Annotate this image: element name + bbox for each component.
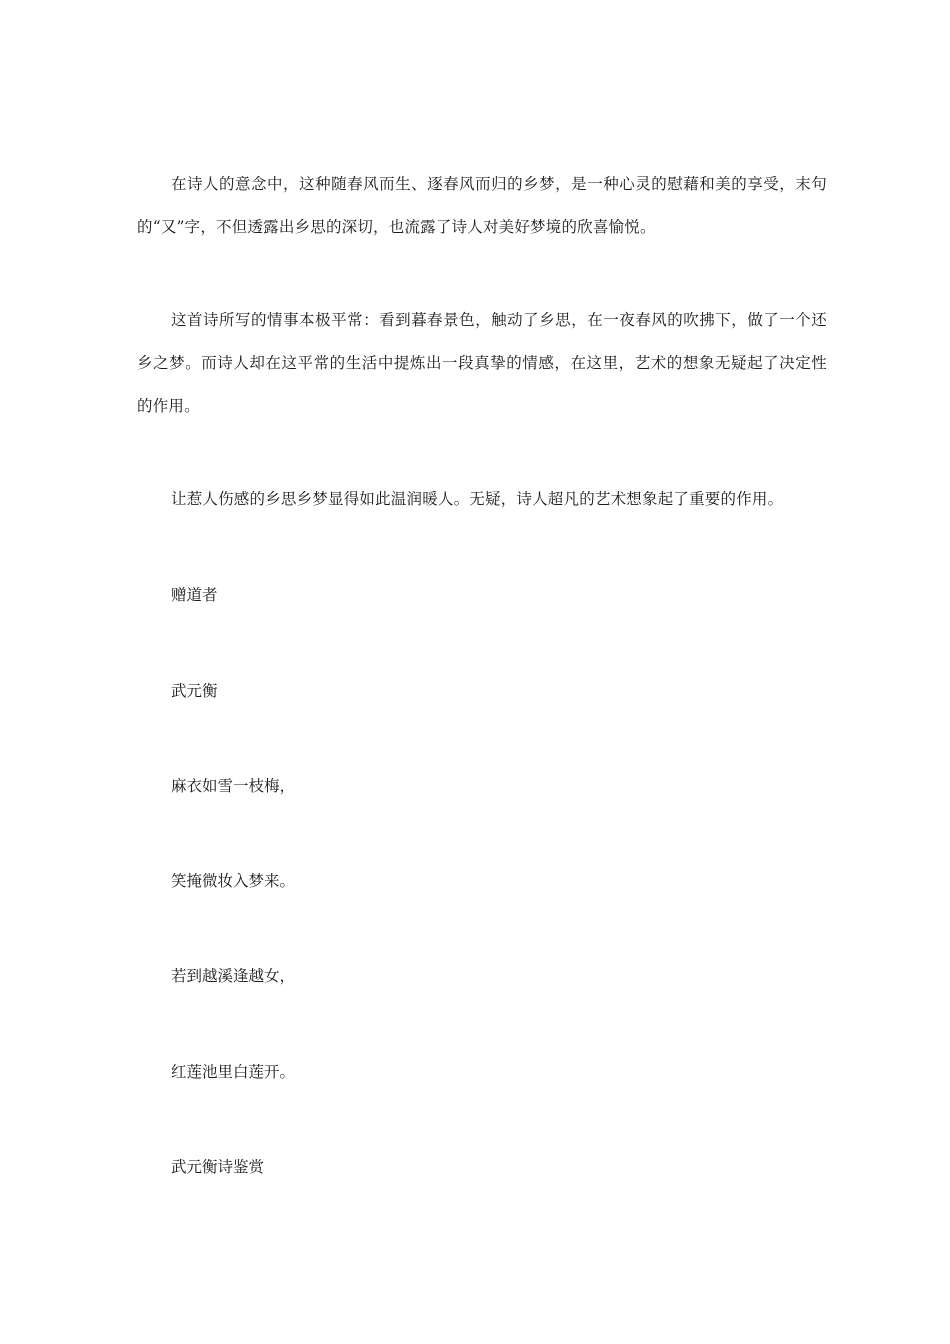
poem-line-2: 笑掩微妆入梦来。 bbox=[171, 872, 296, 890]
poem-author: 武元衡 bbox=[171, 682, 218, 700]
commentary-paragraph-2: 这首诗所写的情事本极平常：看到暮春景色，触动了乡思，在一夜春风的吹拂下，做了一个还乡之梦。而诗人却在这平常的生活中提炼出一段真挚的情感，在这里，艺术的想象无疑起了决定性的作用。 bbox=[137, 311, 827, 415]
commentary-paragraph-3: 让惹人伤感的乡思乡梦显得如此温润暖人。无疑，诗人超凡的艺术想象起了重要的作用。 bbox=[171, 490, 784, 508]
poem-line-1: 麻衣如雪一枝梅， bbox=[171, 777, 296, 795]
poem-line-3: 若到越溪逢越女， bbox=[171, 967, 296, 985]
section-heading: 武元衡诗鉴赏 bbox=[171, 1158, 265, 1176]
poem-line-4: 红莲池里白莲开。 bbox=[171, 1063, 296, 1081]
commentary-paragraph-1: 在诗人的意念中，这种随春风而生、逐春风而归的乡梦，是一种心灵的慰藉和美的享受，末句的“又”字，不但透露出乡思的深切，也流露了诗人对美好梦境的欣喜愉悦。 bbox=[137, 175, 827, 236]
poem-title: 赠道者 bbox=[171, 586, 218, 604]
